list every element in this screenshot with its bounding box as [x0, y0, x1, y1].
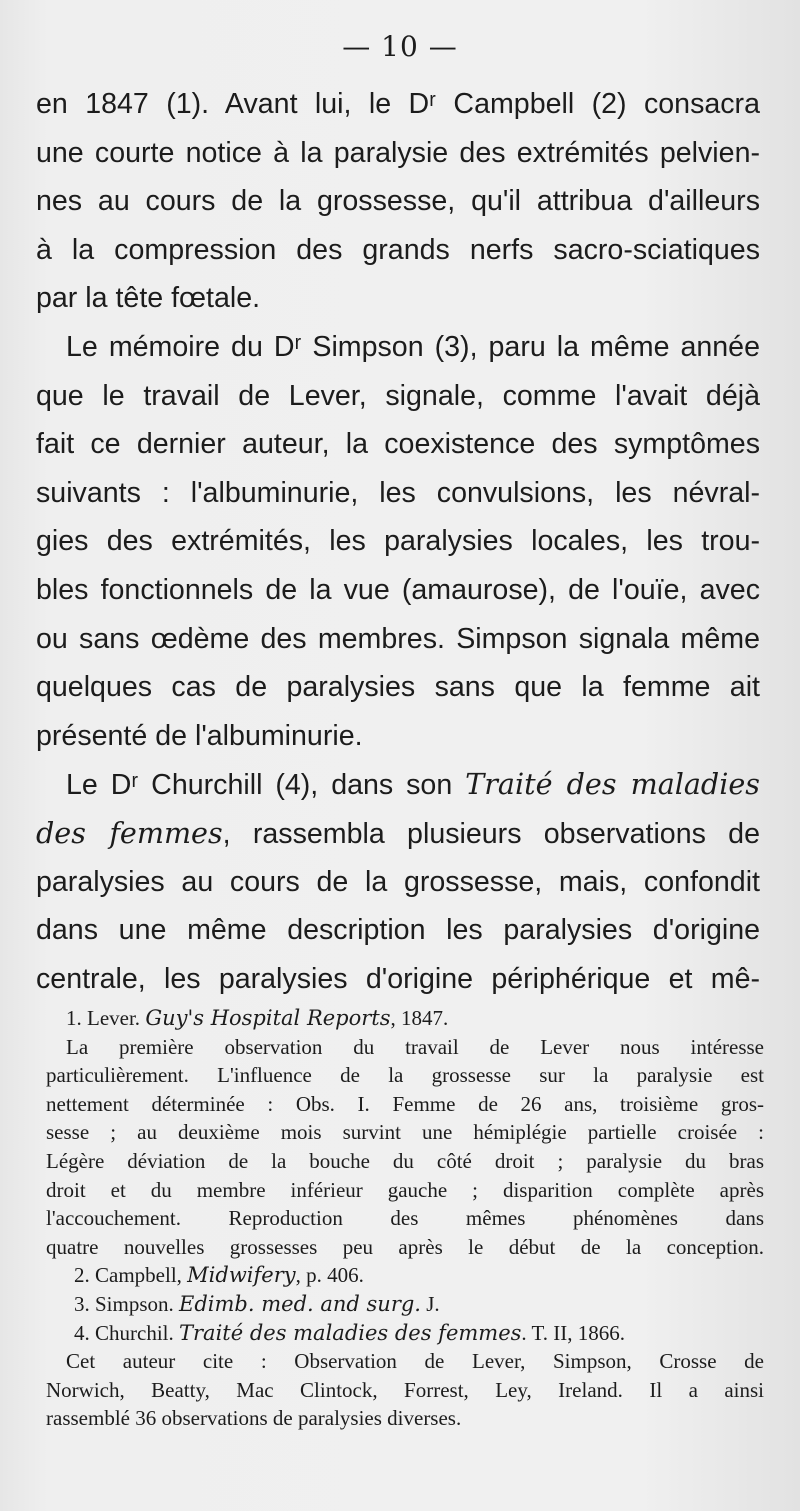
- text-line: fait ce dernier auteur, la coexistence des symptômes: [36, 428, 760, 461]
- footnote-source: Guy's Hospital Reports: [145, 1006, 391, 1030]
- text-line: à la compression des grands nerfs sacro-sciatiques: [36, 233, 760, 266]
- text-line: paralysies au cours de la grossesse, mais, confondit: [36, 865, 760, 898]
- text-line: présenté de l'albuminurie.: [36, 719, 363, 752]
- text-line: suivants : l'albuminurie, les convulsions, les névral-: [36, 476, 760, 509]
- footnote-suffix: J.: [420, 1291, 440, 1316]
- footnote-text-line: La première observation du travail de Lever nous intéresse: [66, 1034, 764, 1059]
- text-fragment: Le Dʳ Churchill (4), dans son: [66, 769, 466, 802]
- footnote-text-line: particulièrement. L'influence de la grossesse sur la paralysie est: [46, 1063, 764, 1088]
- footnote-text-line: rassemblé 36 observations de paralysies diverses.: [46, 1406, 462, 1431]
- paragraph-2: [36, 323, 760, 760]
- page-number: — 10 —: [342, 30, 458, 63]
- main-text: [36, 80, 760, 1003]
- paragraph-1: [36, 80, 760, 323]
- footnote-text-line: sesse ; au deuxième mois survint une hémiplégie partielle croisée :: [46, 1120, 764, 1145]
- footnote-number: 4. Churchil.: [74, 1320, 179, 1345]
- text-line: ou sans œdème des membres. Simpson signala même: [36, 622, 760, 655]
- text-line: une courte notice à la paralysie des extrémités pelvien-: [36, 136, 760, 169]
- footnote-4: [46, 1319, 764, 1348]
- text-line: Le mémoire du Dʳ Simpson (3), paru la même année: [66, 330, 760, 363]
- text-line: nes au cours de la grossesse, qu'il attribua d'ailleurs: [36, 185, 760, 218]
- text-line: en 1847 (1). Avant lui, le Dʳ Campbell (2) consacra: [36, 88, 760, 120]
- footnote-number: 1. Lever.: [66, 1006, 146, 1030]
- text-line: gies des extrémités, les paralysies locales, les trou-: [36, 525, 760, 558]
- footnote-text-line: Cet auteur cite : Observation de Lever, Simpson, Crosse de: [66, 1349, 764, 1374]
- footnote-3: [46, 1290, 764, 1319]
- footnote-source: Midwifery: [187, 1263, 296, 1288]
- text-line: par la tête fœtale.: [36, 282, 261, 315]
- footnote-2: [46, 1261, 764, 1290]
- text-line: quelques cas de paralysies sans que la femme ait: [36, 671, 760, 704]
- footnote-text-line: l'accouchement. Reproduction des mêmes phénomènes dans: [46, 1206, 764, 1231]
- text-fragment: , rassembla plusieurs observations de: [222, 817, 760, 850]
- text-line: [36, 760, 760, 809]
- footnote-source: Edimb. med. and surg.: [179, 1291, 421, 1316]
- footnotes: [46, 1004, 764, 1433]
- text-line: [36, 809, 760, 858]
- footnote-text-line: Légère déviation de la bouche du côté droit ; paralysie du bras: [46, 1148, 764, 1173]
- footnote-source: Traité des maladies des femmes: [179, 1320, 522, 1345]
- footnote-text-line: Norwich, Beatty, Mac Clintock, Forrest, Ley, Ireland. Il a ainsi: [46, 1377, 764, 1402]
- paragraph-3: [36, 760, 760, 1003]
- text-line: que le travail de Lever, signale, comme l'avait déjà: [36, 379, 760, 412]
- footnote-number: 2. Campbell,: [74, 1263, 188, 1288]
- book-title: Traité des maladies: [465, 767, 760, 802]
- footnote-number: 3. Simpson.: [74, 1291, 180, 1316]
- footnote-1: [46, 1004, 764, 1033]
- text-line: centrale, les paralysies d'origine périphérique et mê-: [36, 962, 760, 995]
- text-line: bles fonctionnels de la vue (amaurose), de l'ouïe, avec: [36, 573, 760, 606]
- footnote-text-line: quatre nouvelles grossesses peu après le début de la conception.: [46, 1234, 764, 1259]
- book-title: des femmes: [36, 815, 223, 850]
- footnote-text-line: droit et du membre inférieur gauche ; disparition complète après: [46, 1177, 764, 1202]
- text-line: dans une même description les paralysies d'origine: [36, 914, 760, 947]
- footnote-page: , p. 406.: [295, 1263, 364, 1288]
- footnote-year: , 1847.: [390, 1006, 449, 1030]
- footnote-volume: . T. II, 1866.: [521, 1320, 626, 1345]
- footnote-text-line: nettement déterminée : Obs. I. Femme de 26 ans, troisième gros-: [46, 1091, 764, 1116]
